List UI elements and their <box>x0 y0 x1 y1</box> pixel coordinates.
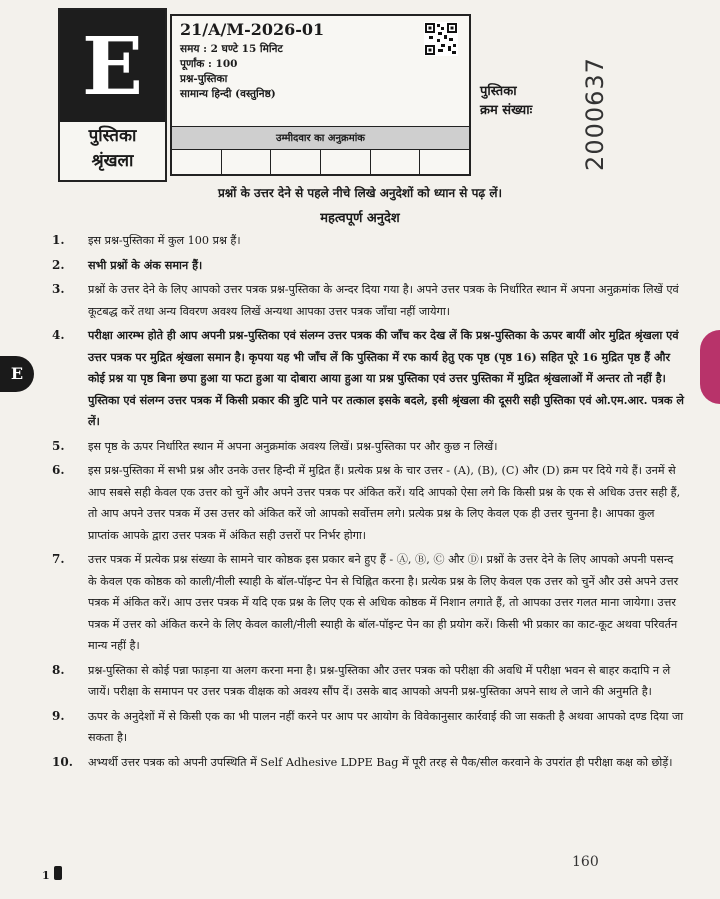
instruction-item: 5. इस पृष्ठ के ऊपर निर्धारित स्थान में अपना अनुक्रमांक अवश्य लिखें। प्रश्न-पुस्तिका पर और कुछ न लिखें। <box>52 438 498 453</box>
booklet-type: प्रश्न-पुस्तिका <box>180 73 228 85</box>
corner-mark <box>54 866 62 880</box>
roll-digit-box[interactable] <box>321 150 371 174</box>
security-seal <box>700 330 720 404</box>
instruction-item: 3. प्रश्नों के उत्तर देने के लिए आपको उत्तर पत्रक प्रश्न-पुस्तिका के अन्दर दिया गया है। अपने उत्तर पत्रक के निर्धारित स्थान में अपना अनुक्रमांक लिखें एवं कूटबद्ध करें तथा अन्य विवरण अवश्य लिखें अन्यथा आपका उत्तर पत्रक जाँचा नहीं जायेगा। <box>52 282 679 318</box>
roll-digit-box[interactable] <box>172 150 222 174</box>
subject: सामान्य हिन्दी (वस्तुनिष्ठ) <box>180 88 276 100</box>
roll-digit-box[interactable] <box>420 150 469 174</box>
booklet-series-box <box>58 8 167 182</box>
roll-number-label: उम्मीदवार का अनुक्रमांक <box>276 133 365 144</box>
instruction-item: 10. अभ्यर्थी उत्तर पत्रक को अपनी उपस्थिति में Self Adhesive LDPE Bag में पूरी तरह से पैक/सील करवाने के उपरांत ही परीक्षा कक्ष को छोड़ें। <box>52 754 673 769</box>
instruction-item: 9. ऊपर के अनुदेशों में से किसी एक का भी पालन नहीं करने पर आप पर आयोग के विवेकानुसार कार्रवाई की जा सकती है अथवा आपको दण्ड दिया जा सकता है। <box>52 708 684 744</box>
instruction-item: 8. प्रश्न-पुस्तिका से कोई पन्ना फाड़ना या अलग करना मना है। प्रश्न-पुस्तिका और उत्तर पत्रक को परीक्षा की अवधि में परीक्षा भवन से बाहर कदापि न ले जायें। परीक्षा के समापन पर उत्तर पत्रक वीक्षक को अवश्य सौंप दें। उसके बाद आपको अपनी प्रश्न-पुस्तिका अपने साथ ले जाने की अनुमति है। <box>52 662 671 698</box>
paper-code: 21/A/M-2026-01 <box>180 20 325 39</box>
roll-digit-box[interactable] <box>222 150 272 174</box>
corner-number: 1 <box>42 869 50 882</box>
roll-digit-box[interactable] <box>271 150 321 174</box>
max-marks: पूर्णांक : 100 <box>180 58 238 70</box>
qr-code-icon <box>424 22 458 56</box>
roll-digit-box[interactable] <box>371 150 421 174</box>
series-letter: E <box>60 10 165 122</box>
instruction-list <box>52 230 684 773</box>
instruction-item: 6. इस प्रश्न-पुस्तिका में सभी प्रश्न और उनके उत्तर हिन्दी में मुद्रित हैं। प्रत्येक प्रश्न के चार उत्तर - (A), (B), (C) और (D) क्रम पर दिये गये हैं। उनमें से आप सबसे सही केवल एक उत्तर को चुनें और अपने उत्तर पत्रक पर अंकित करें। यदि आपको ऐसा लगे कि किसी प्रश्न के एक से अधिक उत्तर सही हैं, तो आप अपने उत्तर पत्रक में उस उत्तर को अंकित करें जो आपको सर्वोत्तम लगे। प्रत्येक प्रश्न के लिए केवल एक ही उत्तर चुनना है। आपका कुल प्राप्तांक आपके द्वारा उत्तर पत्रक में अंकित सही उत्तरों पर निर्भर होगा। <box>52 463 681 542</box>
side-series-tab: E <box>0 356 34 392</box>
roll-number-boxes[interactable] <box>172 150 469 174</box>
series-label: पुस्तिका श्रृंखला <box>88 126 137 171</box>
booklet-serial-label: पुस्तिका क्रम संख्याः <box>480 84 533 118</box>
instructions-heading: महत्वपूर्ण अनुदेश <box>320 211 400 226</box>
instruction-item: 7. उत्तर पत्रक में प्रत्येक प्रश्न संख्या के सामने चार कोष्ठक इस प्रकार बने हुए हैं - Ⓐ, Ⓑ, Ⓒ और Ⓓ। प्रश्नों के उत्तर देने के लिए आपको अपनी पसन्द के केवल एक कोष्ठक को काली/नीली स्याही के बॉल-पॉइन्ट पेन से चिह्नित करना है। प्रत्येक प्रश्न के लिए केवल एक उत्तर को चुनें और उसे अपने उत्तर पत्रक में अंकित करें। आप उत्तर पत्रक में यदि एक प्रश्न के लिए एक से अधिक कोष्ठक में निशान लगाते हैं, तो आपका उत्तर गलत माना जायेगा। उत्तर पत्रक में उत्तर को अंकित करने के लिए केवल काली/नीली स्याही के बॉल-पॉइन्ट पेन का ही प्रयोग करें। किसी भी प्रकार का काट-कूट अथवा परिवर्तन मान्य नहीं है। <box>52 552 679 652</box>
instruction-item: 2. सभी प्रश्नों के अंक समान हैं। <box>52 257 203 272</box>
pre-instruction: प्रश्नों के उत्तर देने से पहले नीचे लिखे अनुदेशों को ध्यान से पढ़ लें। <box>217 186 503 200</box>
page-number: 160 <box>572 854 599 870</box>
instruction-item: 1. इस प्रश्न-पुस्तिका में कुल 100 प्रश्न हैं। <box>52 233 241 247</box>
paper-info-box <box>170 14 471 176</box>
time-allowed: समय : 2 घण्टे 15 मिनिट <box>180 43 283 55</box>
booklet-serial-number: 2000637 <box>580 57 609 171</box>
instruction-item: 4. परीक्षा आरम्भ होते ही आप अपनी प्रश्न-पुस्तिका एवं संलग्न उत्तर पत्रक की जाँच कर देख लें कि प्रश्न-पुस्तिका के ऊपर बायीं ओर मुद्रित श्रृंखला एवं उत्तर पत्रक पर मुद्रित श्रृंखला समान है। कृपया यह भी जाँच लें कि पुस्तिका में रफ कार्य हेतु एक पृष्ठ (पृष्ठ 16) सहित पूरे 16 मुद्रित पृष्ठ हैं और कोई प्रश्न या पृष्ठ बिना छपा हुआ या फटा हुआ या दोबारा आया हुआ या प्रश्न पुस्तिका एवं उत्तर पुस्तिका में मुद्रित श्रृंखलाओं में अन्तर तो नहीं है। पुस्तिका एवं संलग्न उत्तर पत्रक में किसी प्रकार की त्रुटि पाने पर तत्काल इसके बदले, इसी श्रृंखला की दूसरी सही पुस्तिका एवं ओ.एम.आर. पत्रक ले लें। <box>52 328 684 428</box>
